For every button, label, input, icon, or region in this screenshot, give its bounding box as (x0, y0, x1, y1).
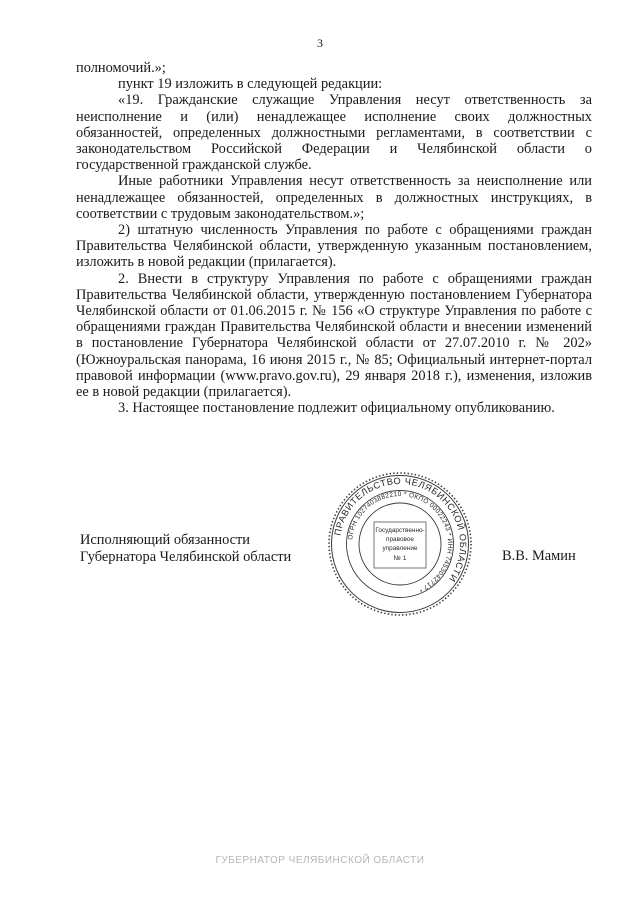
document-body (76, 60, 592, 416)
paragraph-clause-19-text: «19. Гражданские служащие Управления несут ответственность за неисполнение и (или) ненадлежащее исполнение своих должностных обязанностей, определенных должностными регламентами, в соответствии с законодательством Российской Федерации и Челябинской области о государственной гражданской службе. (76, 92, 592, 174)
paragraph-continuation: полномочий.»; (76, 60, 166, 76)
signatory-name: В.В. Мамин (502, 548, 576, 564)
paragraph-publication: 3. Настоящее постановление подлежит официальному опубликованию. (118, 400, 555, 417)
seal-center-line4: № 1 (393, 555, 407, 562)
signature-title-line1: Исполняющий обязанности (80, 532, 251, 548)
seal-center-line2: правовое (386, 536, 414, 543)
signature-title-line2: Губернатора Челябинской области (80, 549, 292, 565)
paragraph-structure-amendment: 2. Внести в структуру Управления по работе с обращениями граждан Правительства Челябинской области, утвержденную постановлением Губернатора Челябинской области от 01.06.2015 г. № 156 «О структуре Управления по работе с обращениями граждан Правительства Челябинской области и внесении изменений в постановление Губернатора Челябинской области от 27.07.2010 г. № 202» (Южноуральская панорама, 16 июня 2015 г., № 85; Официальный интернет-портал правовой информации (www.pravo.gov.ru), 29 января 2018 г.), изменения, изложив ее в новой редакции (прилагается). (76, 270, 592, 401)
paragraph-other-employees: Иные работники Управления несут ответственность за неисполнение или ненадлежащее обязанностей, определенных в должностных инструкциях, в соответствии с трудовым законодательством.»; (76, 173, 592, 222)
official-seal (326, 470, 474, 618)
seal-center (374, 522, 426, 568)
seal-center-line1: Государственно- (375, 527, 425, 534)
paragraph-staff-numbers: 2) штатную численность Управления по работе с обращениями граждан Правительства Челябинской области, утвержденную указанным постановлением, изложить в новой редакции (прилагается). (76, 222, 592, 271)
paragraph-clause-19-intro: пункт 19 изложить в следующей редакции: (118, 76, 383, 93)
footer-watermark: ГУБЕРНАТОР ЧЕЛЯБИНСКОЙ ОБЛАСТИ (215, 855, 425, 866)
seal-outer-text: ПРАВИТЕЛЬСТВО ЧЕЛЯБИНСКОЙ ОБЛАСТИ (332, 475, 469, 584)
page-number: 3 (317, 36, 323, 50)
signature-title (80, 532, 291, 566)
seal-inner-text: ОГРН 1027403882210 * ОКПО 00022243 * ИНН 7453042717 * (347, 490, 454, 593)
seal-center-line3: управление (382, 545, 418, 552)
seal-icon (326, 470, 474, 618)
